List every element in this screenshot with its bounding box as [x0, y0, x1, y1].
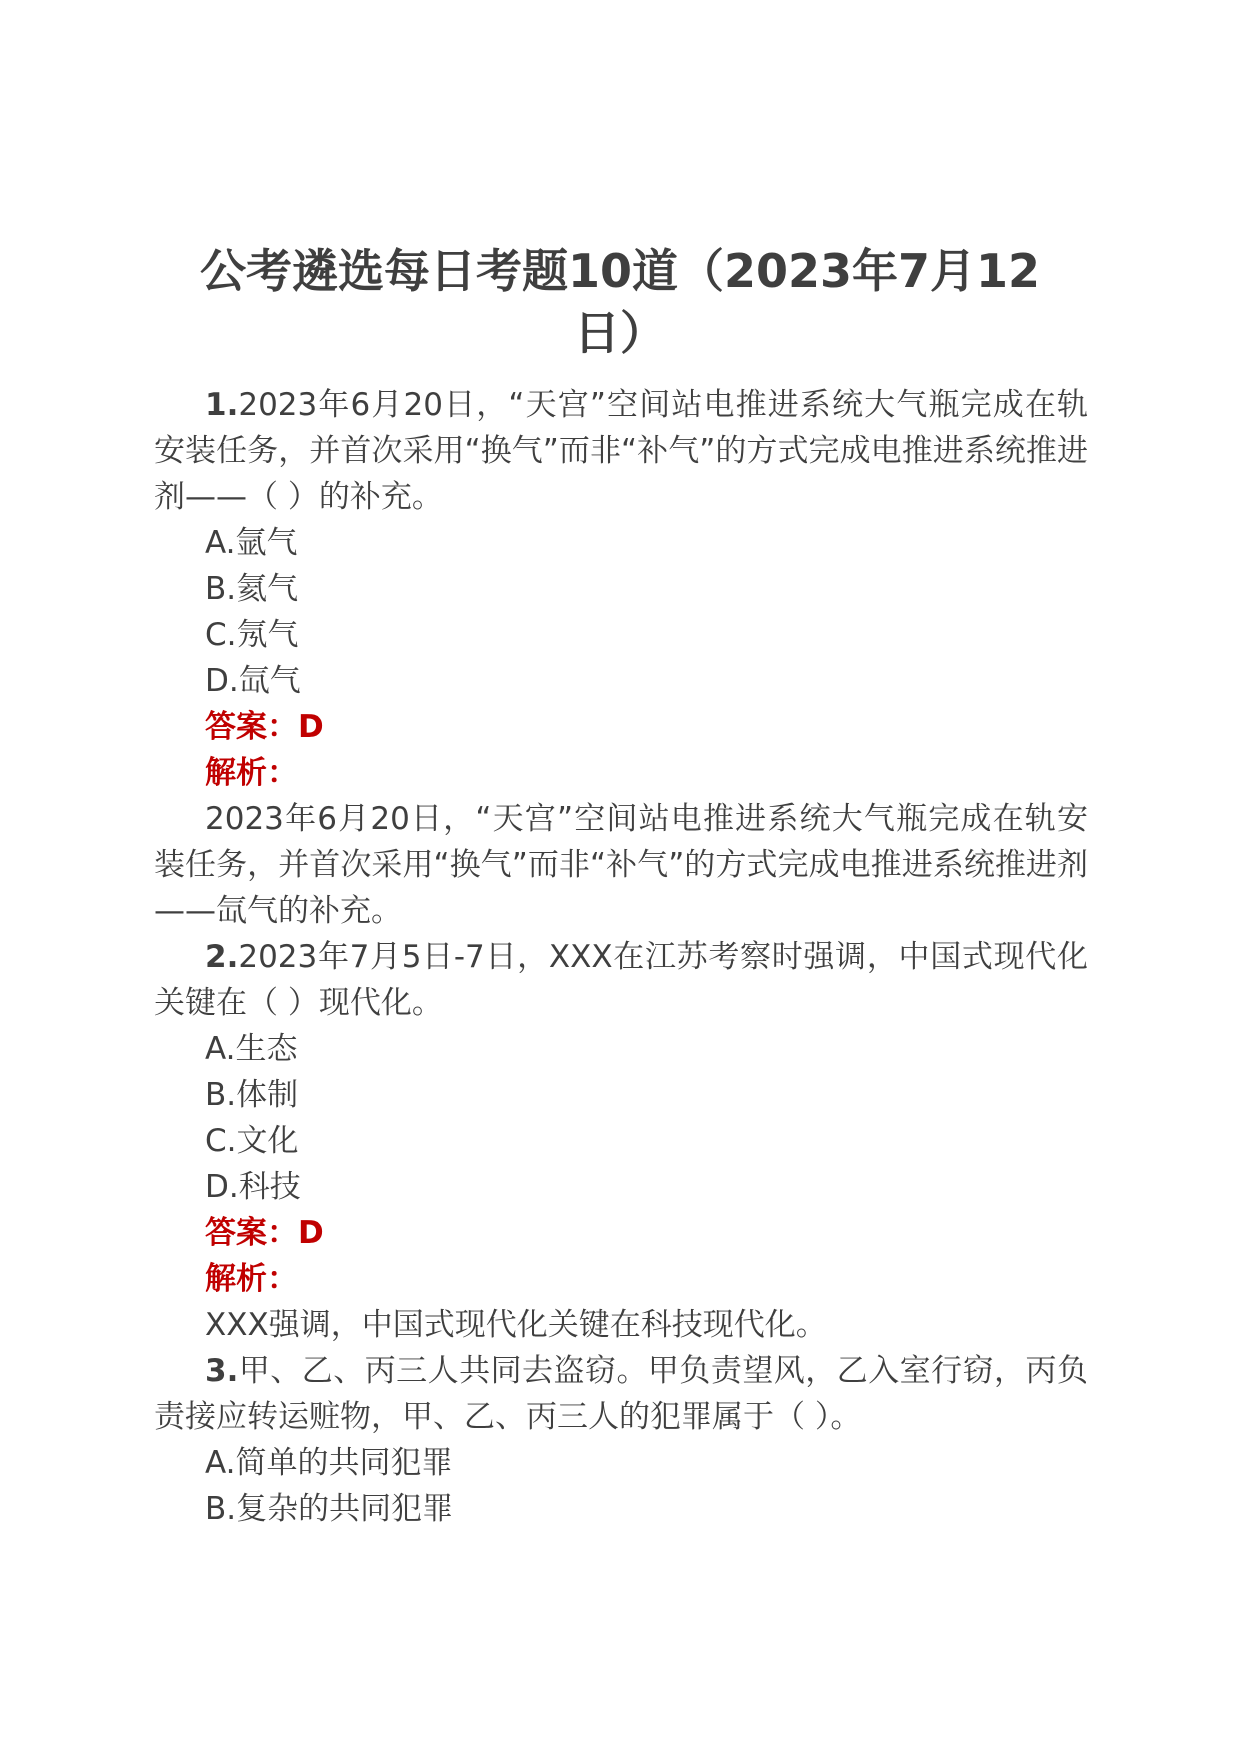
question-1-option-a: A.氩气	[205, 525, 298, 561]
question-number: 2.	[205, 939, 239, 975]
question-1-option-c: C.氖气	[205, 617, 299, 653]
question-text: 2023年6月20日，“天宫”空间站电推进系统大气瓶完成在轨安装任务，并首次采用“换气”而非“补气”的方式完成电推进系统推进剂——（ ）的补充。	[154, 387, 1088, 515]
answer-value: D	[298, 709, 324, 745]
question-number: 3.	[205, 1353, 239, 1389]
answer-label: 答案：	[205, 709, 298, 745]
question-1-option-b: B.氦气	[205, 571, 299, 607]
answer-value: D	[298, 1215, 324, 1251]
question-3-option-a: A.简单的共同犯罪	[205, 1445, 453, 1481]
question-1-analysis-label: 解析：	[205, 755, 298, 791]
question-number: 1.	[205, 387, 239, 423]
question-1-stem	[154, 382, 1088, 520]
question-2-stem	[154, 934, 1088, 1026]
question-text: 甲、乙、丙三人共同去盗窃。甲负责望风，乙入室行窃，丙负责接应转运赃物，甲、乙、丙三人的犯罪属于（ ）。	[154, 1353, 1088, 1435]
question-1-analysis: 2023年6月20日，“天宫”空间站电推进系统大气瓶完成在轨安装任务，并首次采用“换气”而非“补气”的方式完成电推进系统推进剂——氙气的补充。	[154, 801, 1088, 929]
question-1-answer	[154, 704, 1088, 750]
question-2-option-d: D.科技	[205, 1169, 301, 1205]
question-1-option-d: D.氙气	[205, 663, 301, 699]
question-2-option-c: C.文化	[205, 1123, 299, 1159]
document-title: 公考遴选每日考题10道（2023年7月12日）	[199, 244, 1041, 360]
question-text: 2023年7月5日-7日，XXX在江苏考察时强调，中国式现代化关键在（ ）现代化。	[154, 939, 1088, 1021]
question-2-answer	[154, 1210, 1088, 1256]
question-2-option-a: A.生态	[205, 1031, 298, 1067]
question-3-stem	[154, 1348, 1088, 1440]
question-2-analysis: XXX强调，中国式现代化关键在科技现代化。	[205, 1307, 827, 1343]
question-2-option-b: B.体制	[205, 1077, 299, 1113]
answer-label: 答案：	[205, 1215, 298, 1251]
question-3-option-b: B.复杂的共同犯罪	[205, 1491, 454, 1527]
document-body	[154, 382, 1088, 1532]
question-2-analysis-label: 解析：	[205, 1261, 298, 1297]
